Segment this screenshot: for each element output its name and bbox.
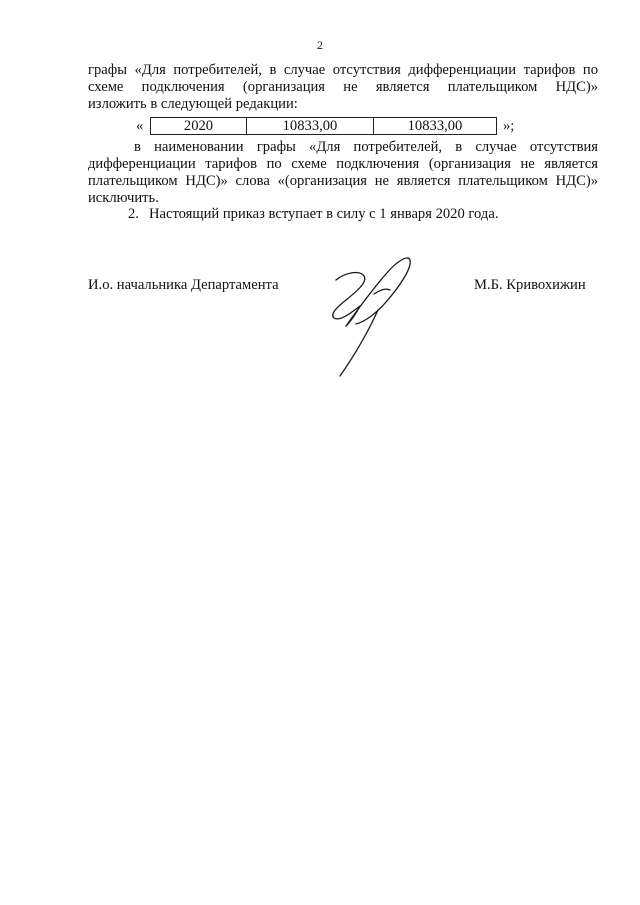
tariff-table	[150, 117, 497, 135]
paragraph-naimenovanie	[88, 139, 598, 207]
open-quote: «	[136, 117, 144, 134]
paragraph-line: плательщиком НДС)» слова «(организация не является плательщиком НДС)»	[88, 173, 598, 189]
paragraph-line: дифференциации тарифов по схеме подключения (организация не является	[88, 156, 598, 172]
paragraph-line: схеме подключения (организация не является плательщиком НДС)»	[88, 79, 598, 95]
table-cell-value: 10833,00	[247, 118, 374, 134]
item-text: Настоящий приказ вступает в силу с 1 января 2020 года.	[148, 206, 499, 222]
paragraph-line: изложить в следующей редакции:	[88, 96, 298, 112]
table-cell-year: 2020	[151, 118, 247, 134]
item-number: 2.	[128, 206, 139, 222]
handwritten-signature	[316, 250, 426, 380]
paragraph-line: исключить.	[88, 190, 159, 206]
tariff-table-row	[136, 117, 514, 135]
close-quote: »;	[503, 117, 515, 134]
paragraph-line: графы «Для потребителей, в случае отсутствия дифференциации тарифов по	[88, 62, 598, 78]
paragraph-line: в наименовании графы «Для потребителей, в случае отсутствия	[134, 139, 598, 155]
signatory-title: И.о. начальника Департамента	[88, 277, 279, 293]
table-cell-value: 10833,00	[407, 118, 463, 134]
page-number: 2	[317, 38, 323, 52]
paragraph-grafy	[88, 62, 598, 113]
signatory-name: М.Б. Кривохижин	[474, 277, 586, 293]
numbered-item-2	[128, 206, 498, 223]
